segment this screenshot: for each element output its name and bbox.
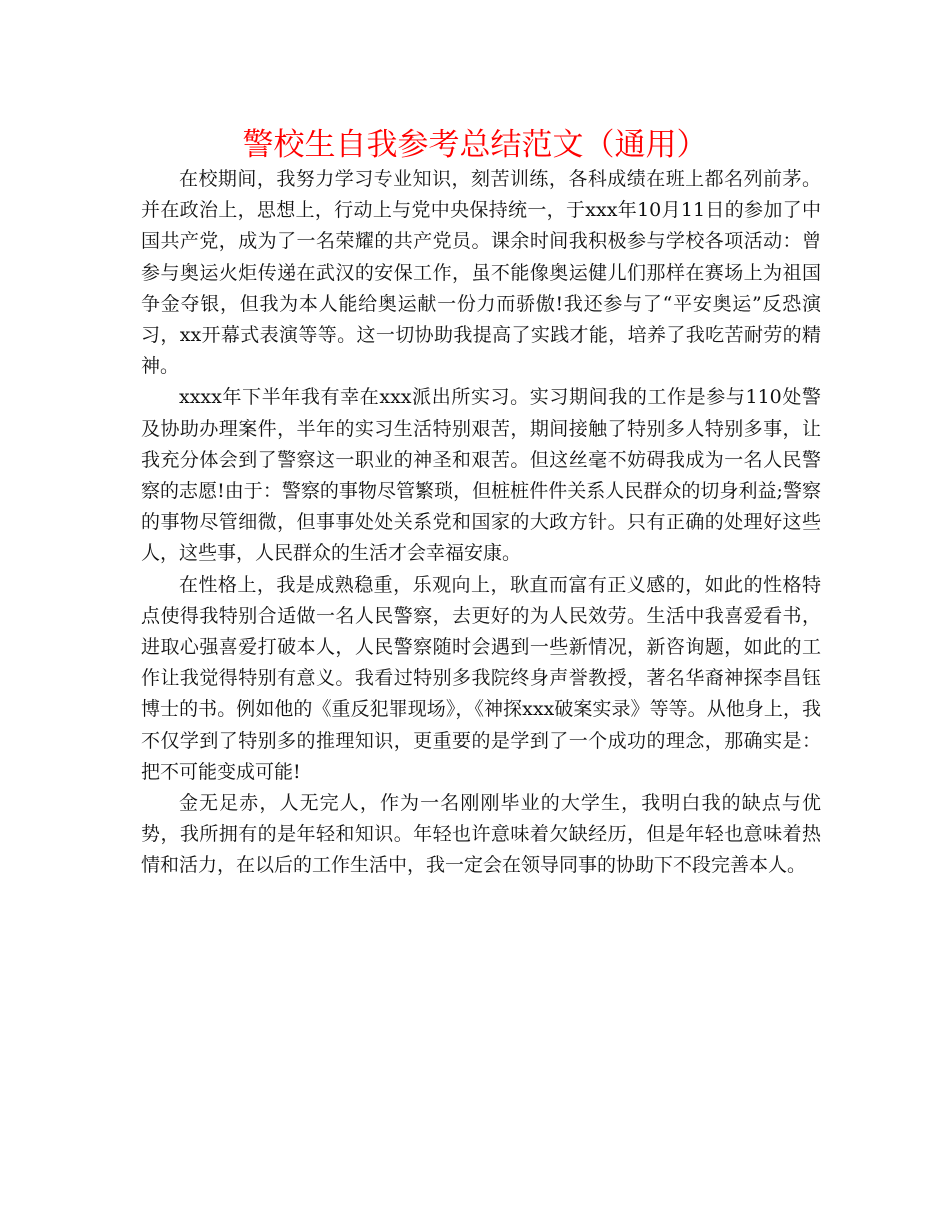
paragraph-1: 在校期间，我努力学习专业知识，刻苦训练，各科成绩在班上都名列前茅。并在政治上，思想上，行动上与党中央保持统一，于xxx年10月11日的参加了中国共产党，成为了一名荣耀的共产党员。课余时间我积极参与学校各项活动：曾参与奥运火炬传递在武汉的安保工作，虽不能像奥运健儿们那样在赛场上为祖国争金夺银，但我为本人能给奥运献一份力而骄傲!我还参与了“平安奥运”反恐演习，xx开幕式表演等等。这一切协助我提高了实践才能，培养了我吃苦耐劳的精神。 bbox=[141, 168, 821, 378]
paragraph-2: xxxx年下半年我有幸在xxx派出所实习。实习期间我的工作是参与110处警及协助办理案件，半年的实习生活特别艰苦，期间接触了特别多人特别多事，让我充分体会到了警察这一职业的神圣和艰苦。但这丝毫不妨碍我成为一名人民警察的志愿!由于：警察的事物尽管繁琐，但桩桩件件关系人民群众的切身利益;警察的事物尽管细微，但事事处处关系党和国家的大政方针。只有正确的处理好这些人，这些事，人民群众的生活才会幸福安康。 bbox=[141, 386, 821, 565]
paragraph-4: 金无足赤，人无完人，作为一名刚刚毕业的大学生，我明白我的缺点与优势，我所拥有的是年轻和知识。年轻也许意味着欠缺经历，但是年轻也意味着热情和活力，在以后的工作生活中，我一定会在领导同事的协助下不段完善本人。 bbox=[141, 792, 821, 877]
paragraph-3: 在性格上，我是成熟稳重，乐观向上，耿直而富有正义感的，如此的性格特点使得我特别合适做一名人民警察，去更好的为人民效劳。生活中我喜爱看书，进取心强喜爱打破本人，人民警察随时会遇到一些新情况，新咨询题，如此的工作让我觉得特别有意义。我看过特别多我院终身声誉教授，著名华裔神探李昌钰博士的书。例如他的《重反犯罪现场》，《神探xxx破案实录》等等。从他身上，我不仅学到了特别多的推理知识，更重要的是学到了一个成功的理念，那确实是：把不可能变成可能! bbox=[141, 573, 821, 783]
document-body bbox=[141, 164, 821, 882]
document-title: 警校生自我参考总结范文（通用） bbox=[242, 127, 708, 163]
